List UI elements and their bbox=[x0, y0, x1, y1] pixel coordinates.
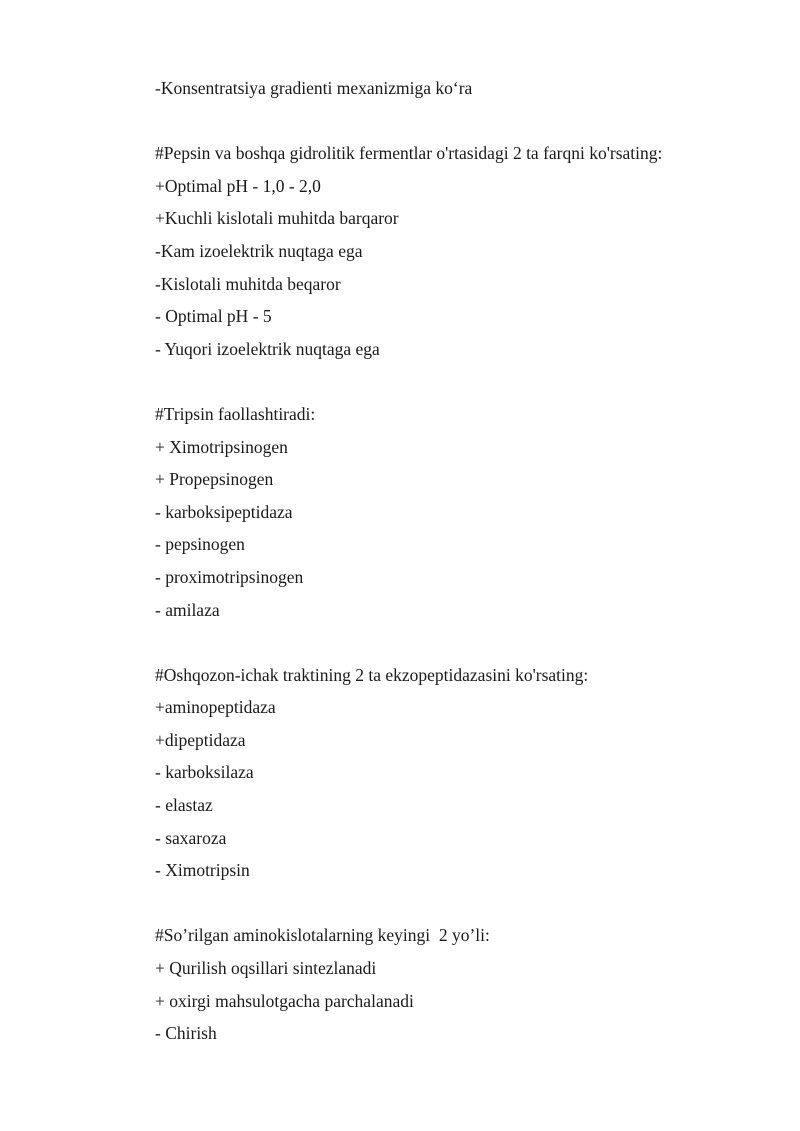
wrong-answer: - karboksipeptidaza bbox=[155, 501, 293, 522]
question-heading: #Oshqozon-ichak traktining 2 ta ekzopeptidazasini ko'rsating: bbox=[155, 664, 589, 685]
wrong-answer: - karboksilaza bbox=[155, 762, 254, 783]
wrong-answer: - amilaza bbox=[155, 599, 220, 620]
document-body bbox=[155, 76, 775, 1054]
correct-answer: + Propepsinogen bbox=[155, 469, 274, 490]
wrong-answer: - Optimal pH - 5 bbox=[155, 306, 272, 327]
blank-line bbox=[155, 630, 775, 663]
blank-line bbox=[155, 109, 775, 142]
wrong-answer: - Yuqori izoelektrik nuqtaga ega bbox=[155, 338, 380, 359]
blank-line bbox=[155, 369, 775, 402]
wrong-answer: - elastaz bbox=[155, 795, 213, 816]
wrong-answer: - Chirish bbox=[155, 1023, 217, 1044]
question-heading: #So’rilgan aminokislotalarning keyingi 2 yo’li: bbox=[155, 925, 490, 946]
question-heading: #Pepsin va boshqa gidrolitik fermentlar o'rtasidagi 2 ta farqni ko'rsating: bbox=[155, 143, 663, 164]
blank-line bbox=[155, 891, 775, 924]
correct-answer: + Qurilish oqsillari sintezlanadi bbox=[155, 958, 377, 979]
wrong-answer: - Ximotripsin bbox=[155, 860, 250, 881]
correct-answer: +dipeptidaza bbox=[155, 729, 246, 750]
question-heading: #Tripsin faollashtiradi: bbox=[155, 403, 316, 424]
wrong-answer: - pepsinogen bbox=[155, 534, 245, 555]
wrong-answer: -Kislotali muhitda beqaror bbox=[155, 273, 341, 294]
wrong-answer: -Kam izoelektrik nuqtaga ega bbox=[155, 240, 363, 261]
correct-answer: +aminopeptidaza bbox=[155, 697, 276, 718]
correct-answer: + Ximotripsinogen bbox=[155, 436, 288, 457]
correct-answer: +Optimal pH - 1,0 - 2,0 bbox=[155, 175, 321, 196]
wrong-answer: - proximotripsinogen bbox=[155, 566, 304, 587]
correct-answer: +Kuchli kislotali muhitda barqaror bbox=[155, 208, 399, 229]
answer-option: -Konsentratsiya gradienti mexanizmiga ko‘ra bbox=[155, 78, 473, 98]
correct-answer: + oxirgi mahsulotgacha parchalanadi bbox=[155, 990, 414, 1011]
wrong-answer: - saxaroza bbox=[155, 827, 227, 848]
